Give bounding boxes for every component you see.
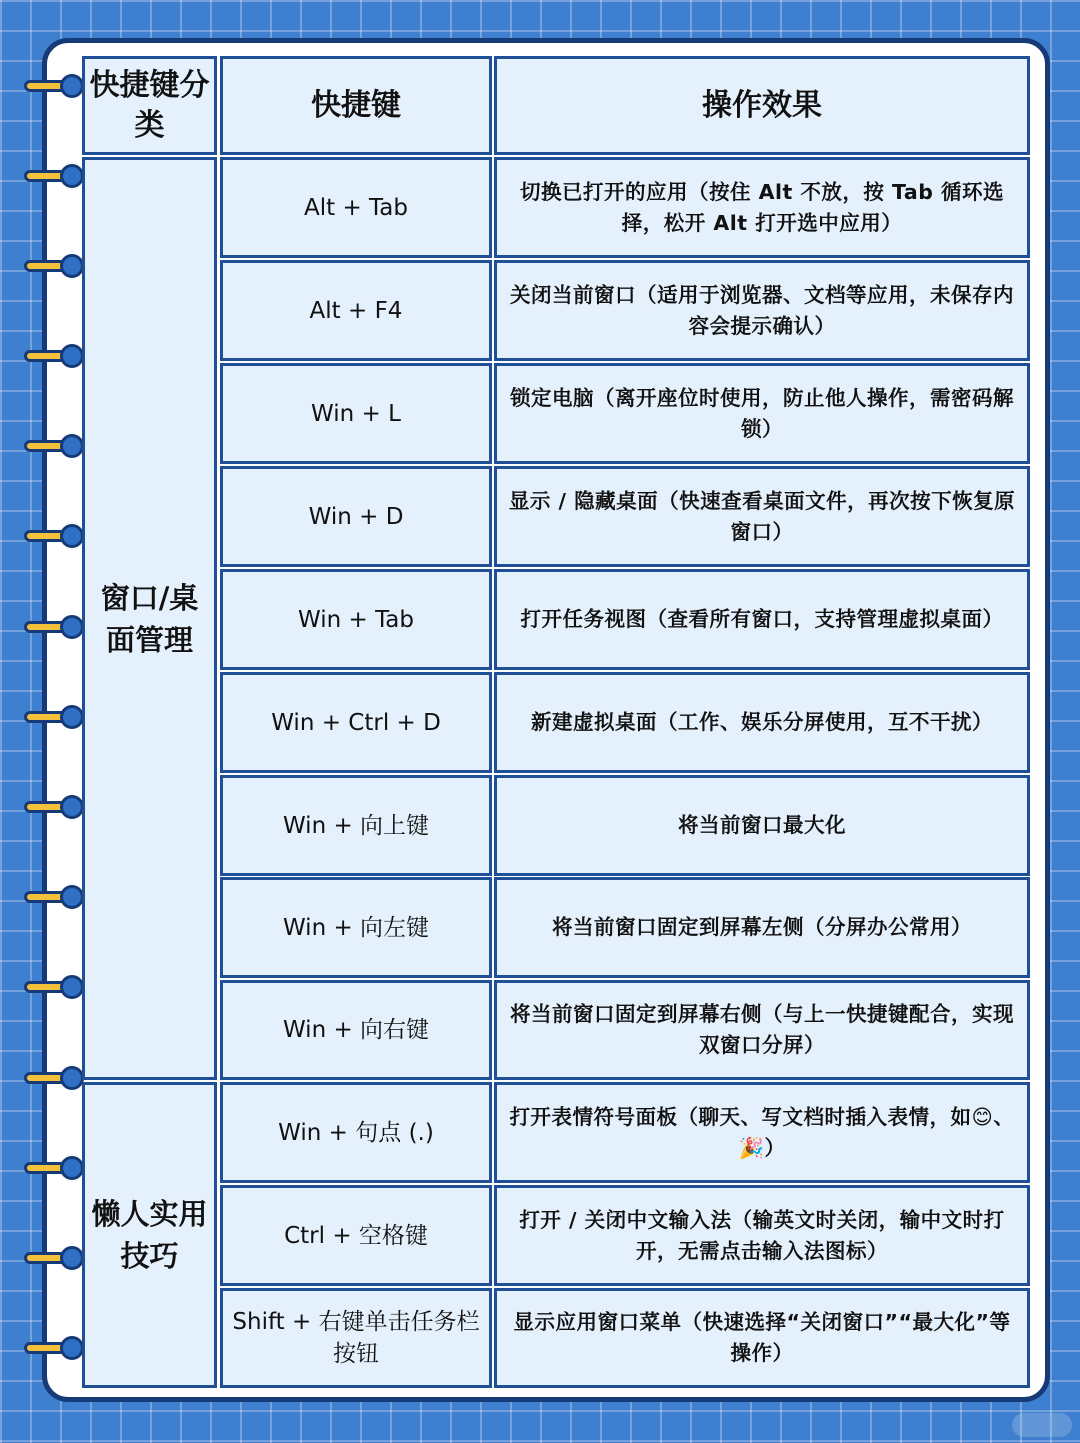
shortcut-cell: Win + D	[220, 466, 492, 567]
effect-cell: 将当前窗口最大化	[494, 775, 1030, 876]
shortcut-cell: Win + 句点 (.)	[220, 1082, 492, 1183]
shortcut-cell: Ctrl + 空格键	[220, 1185, 492, 1286]
binding-ring-icon	[24, 1063, 80, 1093]
watermark	[1012, 1413, 1072, 1437]
binding-ring-icon	[24, 71, 80, 101]
binding-ring-icon	[24, 612, 80, 642]
header-category: 快捷键分类	[82, 56, 217, 155]
shortcut-cell: Win + L	[220, 363, 492, 464]
effect-cell: 将当前窗口固定到屏幕左侧（分屏办公常用）	[494, 877, 1030, 978]
binding-ring-icon	[24, 341, 80, 371]
effect-cell: 打开 / 关闭中文输入法（输英文时关闭，输中文时打开，无需点击输入法图标）	[494, 1185, 1030, 1286]
binding-ring-icon	[24, 251, 80, 281]
binding-ring-icon	[24, 972, 80, 1002]
header-effect: 操作效果	[494, 56, 1030, 155]
binding-ring-icon	[24, 161, 80, 191]
binding-ring-icon	[24, 792, 80, 822]
binding-ring-icon	[24, 882, 80, 912]
effect-cell: 切换已打开的应用（按住 Alt 不放，按 Tab 循环选择，松开 Alt 打开选中应用）	[494, 157, 1030, 258]
effect-cell: 打开表情符号面板（聊天、写文档时插入表情，如😊、🎉）	[494, 1082, 1030, 1183]
effect-cell: 显示 / 隐藏桌面（快速查看桌面文件，再次按下恢复原窗口）	[494, 466, 1030, 567]
shortcut-cell: Win + Tab	[220, 569, 492, 670]
shortcut-cell: Alt + Tab	[220, 157, 492, 258]
effect-cell: 打开任务视图（查看所有窗口，支持管理虚拟桌面）	[494, 569, 1030, 670]
binding-ring-icon	[24, 521, 80, 551]
header-shortcut: 快捷键	[220, 56, 492, 155]
binding-ring-icon	[24, 1333, 80, 1363]
shortcut-cell: Win + 向左键	[220, 877, 492, 978]
binding-ring-icon	[24, 431, 80, 461]
binding-ring-icon	[24, 702, 80, 732]
shortcut-cell: Win + Ctrl + D	[220, 672, 492, 773]
shortcut-cell: Win + 向右键	[220, 980, 492, 1080]
effect-cell: 锁定电脑（离开座位时使用，防止他人操作，需密码解锁）	[494, 363, 1030, 464]
shortcut-cell: Alt + F4	[220, 260, 492, 361]
effect-cell: 将当前窗口固定到屏幕右侧（与上一快捷键配合，实现双窗口分屏）	[494, 980, 1030, 1080]
category-window-desktop: 窗口/桌面管理	[82, 157, 217, 1080]
shortcut-cell: Shift + 右键单击任务栏按钮	[220, 1288, 492, 1388]
effect-cell: 新建虚拟桌面（工作、娱乐分屏使用，互不干扰）	[494, 672, 1030, 773]
shortcut-cell: Win + 向上键	[220, 775, 492, 876]
binding-ring-icon	[24, 1243, 80, 1273]
effect-cell: 关闭当前窗口（适用于浏览器、文档等应用，未保存内容会提示确认）	[494, 260, 1030, 361]
category-lazy-tips: 懒人实用技巧	[82, 1082, 217, 1388]
effect-cell: 显示应用窗口菜单（快速选择“关闭窗口”“最大化”等操作）	[494, 1288, 1030, 1388]
binding-ring-icon	[24, 1153, 80, 1183]
